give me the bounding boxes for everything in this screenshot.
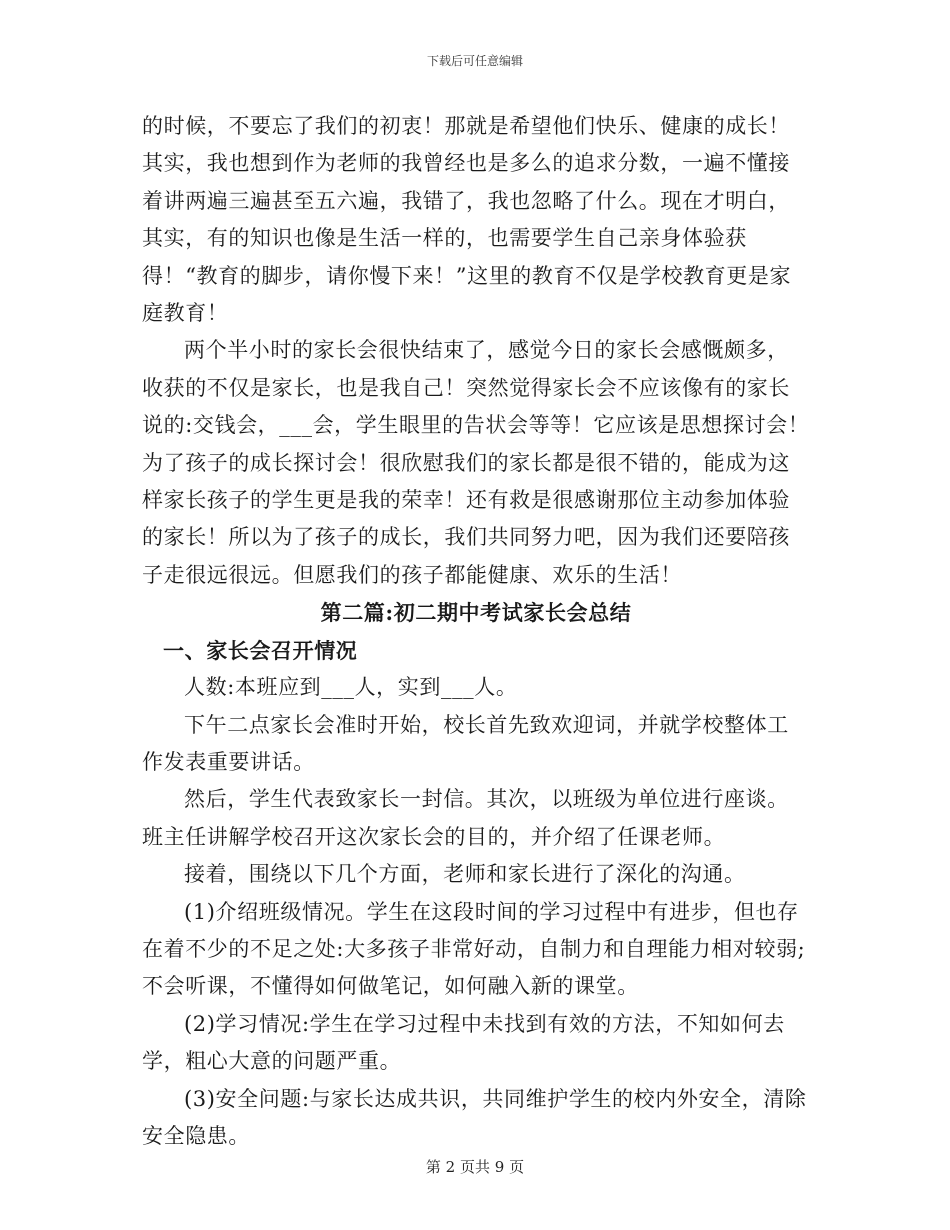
paragraph-communication: 接着，围绕以下几个方面，老师和家长进行了深化的沟通。 xyxy=(184,862,746,887)
section-title: 第二篇:初二期中考试家长会总结 xyxy=(320,600,632,626)
page-footer: 第 2 页共 9 页 xyxy=(425,1158,525,1176)
paragraph-opening: 下午二点家长会准时开始，校长首先致欢迎词，并就学校整体工作发表重要讲话。 xyxy=(142,712,789,774)
document-body xyxy=(142,108,810,1155)
paragraph-attendance: 人数:本班应到___人，实到___人。 xyxy=(184,675,518,700)
paragraph-2: 两个半小时的家长会很快结束了，感觉今日的家长会感慨颇多，收获的不仅是家长，也是我自己！突然觉得家长会不应该像有的家长说的:交钱会，___会，学生眼里的告状会等等！它应该是思想探讨会！为了孩子的成长探讨会！很欣慰我们的家长都是很不错的，能成为这样家长孩子的学生更是我的荣幸！还有救是很感谢那位主动参加体验的家长！所以为了孩子的成长，我们共同努力吧，因为我们还要陪孩子走很远很远。但愿我们的孩子都能健康、欢乐的生活！ xyxy=(142,338,810,587)
subsection-title: 一、家长会召开情况 xyxy=(163,637,358,663)
paragraph-item-1: (1)介绍班级情况。学生在这段时间的学习过程中有进步，但也存在着不少的不足之处:大多孩子非常好动，自制力和自理能力相对较弱;不会听课，不懂得如何做笔记，如何融入新的课堂。 xyxy=(142,899,806,999)
paragraph-item-3: (3)安全问题:与家长达成共识，共同维护学生的校内外安全，清除安全隐患。 xyxy=(142,1086,807,1148)
paragraph-proceedings: 然后，学生代表致家长一封信。其次，以班级为单位进行座谈。班主任讲解学校召开这次家长会的目的，并介绍了任课老师。 xyxy=(142,787,789,849)
paragraph-item-2: (2)学习情况:学生在学习过程中未找到有效的方法，不知如何去学，粗心大意的问题严重。 xyxy=(142,1011,785,1074)
page-header: 下载后可任意编辑 xyxy=(426,54,523,68)
paragraph-1: 的时候，不要忘了我们的初衷！那就是希望他们快乐、健康的成长！其实，我也想到作为老师的我曾经也是多么的追求分数，一遍不懂接着讲两遍三遍甚至五六遍，我错了，我也忽略了什么。现在才明白，其实，有的知识也像是生活一样的，也需要学生自己亲身体验获得！“教育的脚步，请你慢下来！”这里的教育不仅是学校教育更是家庭教育！ xyxy=(142,114,792,326)
